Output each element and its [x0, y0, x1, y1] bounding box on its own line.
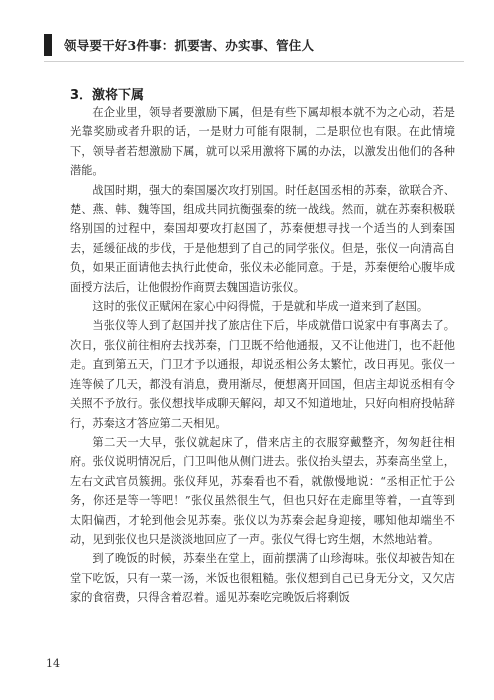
page-number: 14 — [46, 657, 60, 670]
header-divider — [44, 61, 464, 62]
paragraph: 战国时期，强大的秦国屡次攻打别国。时任赵国丞相的苏秦，欲联合齐、楚、燕、韩、魏等国，组成共同抗衡强秦的统一战线。然而，就在苏秦积极联络别国的过程中，秦国却要攻打赵国了，苏秦便想寻找一个适当的人到秦国去，延缓征战的步伐，于是他想到了自己的同学张仪。但是，张仪一向清高自负，如果正面请他去执行此使命，张仪未必能同意。于是，苏秦便给心腹毕成面授方法后，让他假扮作商贾去魏国造访张仪。 — [70, 183, 455, 294]
paragraph: 第二天一大早，张仪就起床了，借来店主的衣服穿戴整齐，匆匆赶往相府。张仪说明情况后，门卫叫他从侧门进去。张仪抬头望去，苏秦高坐堂上，左右文武官员簇拥。张仪拜见，苏秦看也不看，就傲慢地说：“丞相正忙于公务，你还是等一等吧！”张仪虽然很生气，但也只好在走廊里等着，一直等到太阳偏西，才轮到他会见苏秦。张仪以为苏秦会起身迎接，哪知他却端坐不动，见到张仪也只是淡淡地回应了一声。张仪气得七窍生烟，木然地站着。 — [70, 435, 455, 546]
paragraph: 到了晚饭的时候，苏秦坐在堂上，面前摆满了山珍海味。张仪却被告知在堂下吃饭，只有一菜一汤，米饭也很粗糙。张仪想到自己已身无分文，又欠店家的食宿费，只得含着忍着。遥见苏秦吃完晚饭后将剩饭 — [70, 552, 455, 605]
section-heading: 3．激将下属 — [70, 88, 145, 103]
paragraph: 在企业里，领导者要激励下属，但是有些下属却根本就不为之心动，若是光靠奖励或者升职的话，一是财力可能有限制，二是职位也有限。在此情境下，领导者若想激励下属，就可以采用激将下属的办法，以激发出他们的各种潜能。 — [70, 106, 455, 178]
paragraph: 当张仪等人到了赵国并找了旅店住下后，毕成就借口说家中有事离去了。次日，张仪前往相府去找苏秦，门卫既不给他通报，又不让他进门，也不赶他走。直到第五天，门卫才予以通报，却说丞相公务太繁忙，改日再见。张仪一连等候了几天，都没有消息，费用渐尽，便想离开回国，但店主却说丞相有令关照不予放行。张仪想找毕成聊天解闷，却又不知道地址，只好向相府投帖辞行，苏秦这才答应第二天相见。 — [70, 319, 455, 430]
running-header-title: 领导要干好3件事：抓要害、办实事、管住人 — [64, 38, 315, 53]
header-marker-bar — [44, 34, 52, 56]
body-text — [70, 103, 455, 608]
paragraph: 这时的张仪正赋闲在家心中闷得慌，于是就和毕成一道来到了赵国。 — [92, 300, 429, 314]
running-header — [0, 34, 494, 56]
